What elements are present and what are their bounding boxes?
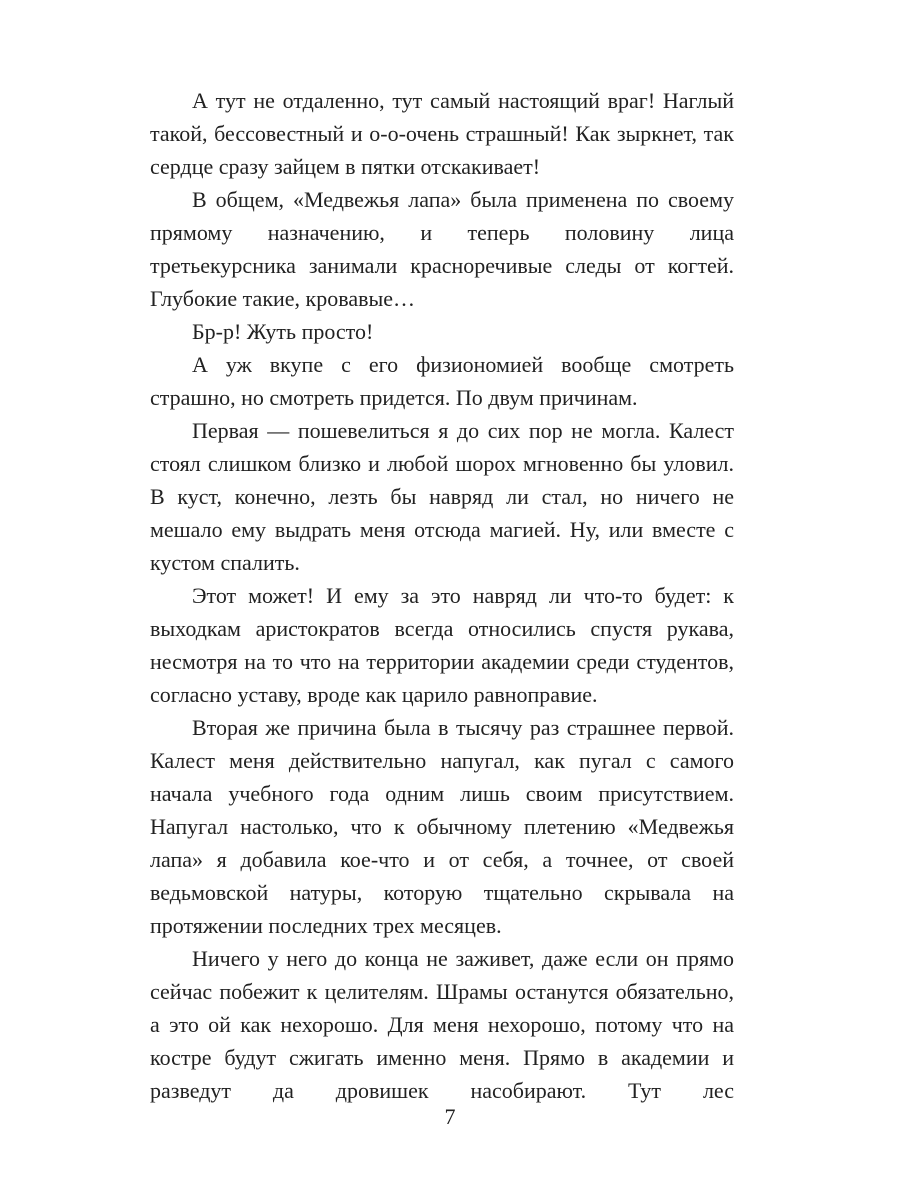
paragraph-5: Первая — пошевелиться я до сих пор не могла. Калест стоял слишком близко и любой шорох мгновенно бы уловил. В куст, конечно, лезть бы навряд ли стал, но ничего не мешало ему выдрать меня отсюда магией. Ну, или вместе с кустом спалить. (150, 418, 734, 575)
body-text (150, 84, 734, 1107)
paragraph-6: Этот может! И ему за это навряд ли что-то будет: к выходкам аристократов всегда относились спустя рукава, несмотря на то что на территории академии среди студентов, согласно уставу, вроде как царило равноправие. (150, 583, 734, 707)
paragraph-2: В общем, «Медвежья лапа» была применена по своему прямому назначению, и теперь половину лица третьекурсника занимали красноречивые следы от когтей. Глубокие такие, кровавые… (150, 187, 734, 311)
paragraph-8: Ничего у него до конца не заживет, даже если он прямо сейчас побежит к целителям. Шрамы останутся обязательно, а это ой как нехорошо. Для меня нехорошо, потому что на костре будут сжигать именно меня. Прямо в академии и разведут да дровишек насобирают. Тут лес (150, 946, 734, 1103)
paragraph-3: Бр-р! Жуть просто! (192, 319, 374, 344)
paragraph-1: А тут не отдаленно, тут самый настоящий враг! Наглый такой, бессовестный и о-о-очень страшный! Как зыркнет, так сердце сразу зайцем в пятки отскакивает! (150, 88, 734, 179)
paragraph-7: Вторая же причина была в тысячу раз страшнее первой. Калест меня действительно напугал, как пугал с самого начала учебного года одним лишь своим присутствием. Напугал настолько, что к обычному плетению «Медвежья лапа» я добавила кое-что и от себя, а точнее, от своей ведьмовской натуры, которую тщательно скрывала на протяжении последних трех месяцев. (150, 715, 734, 938)
paragraph-4: А уж вкупе с его физиономией вообще смотреть страшно, но смотреть придется. По двум причинам. (150, 352, 734, 410)
page-number: 7 (444, 1104, 456, 1129)
